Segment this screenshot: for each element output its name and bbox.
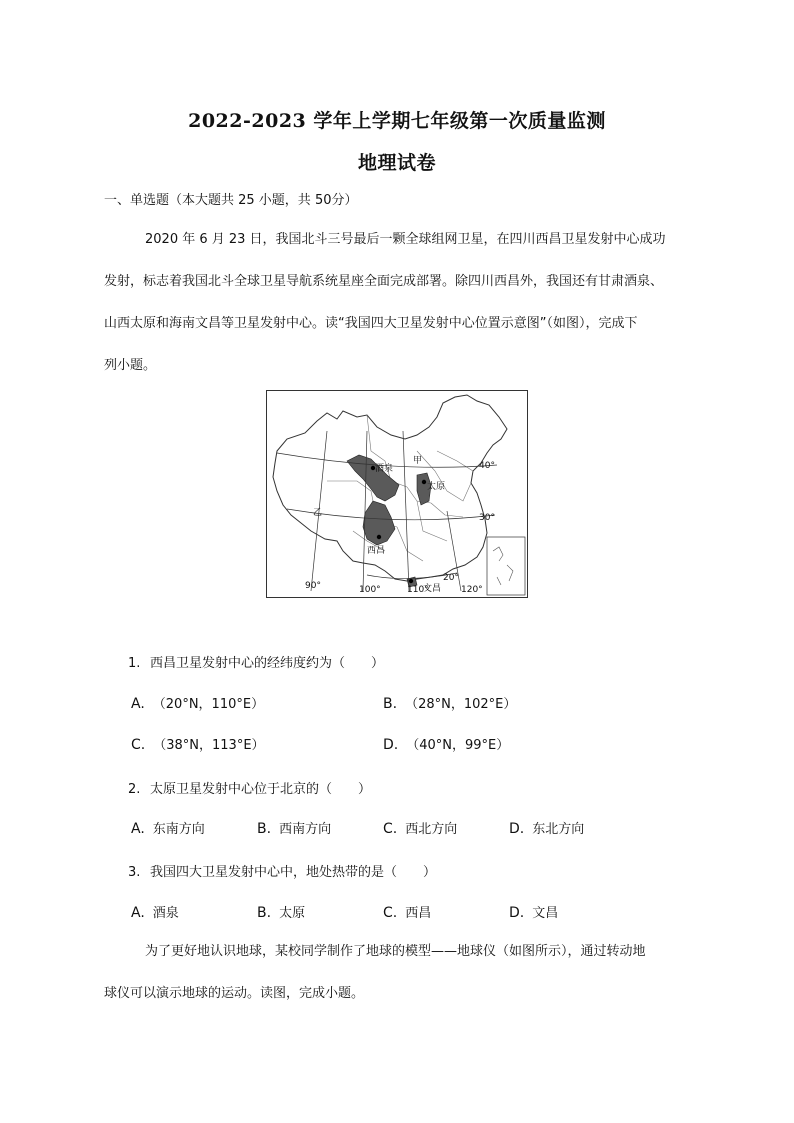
- q1-option-c[interactable]: C. （38°N，113°E）: [131, 737, 265, 753]
- section-heading: 一、单选题（本大题共 25 小题，共 50分）: [104, 193, 358, 208]
- map-label-lon100: 100°: [359, 585, 381, 595]
- map-label-lon90: 90°: [305, 581, 321, 591]
- question-3: [128, 861, 436, 880]
- page-subtitle: 地理试卷: [357, 152, 436, 174]
- question-2: [128, 778, 371, 797]
- q3-option-d[interactable]: D. 文昌: [509, 905, 559, 921]
- question-stem: 太原卫星发射中心位于北京的（ ）: [150, 782, 372, 797]
- map-label-lon110: 110°: [407, 585, 429, 595]
- map-label-wenchang: 文昌: [423, 584, 442, 594]
- map-label-jia: 甲: [413, 456, 423, 466]
- question-number: 3.: [128, 865, 141, 880]
- q3-option-a[interactable]: A. 酒泉: [131, 905, 179, 921]
- q3-option-b[interactable]: B. 太原: [257, 905, 306, 921]
- q2-option-c[interactable]: C. 西北方向: [383, 821, 458, 837]
- q2-option-d[interactable]: D. 东北方向: [509, 821, 585, 837]
- map-label-lon120: 120°: [461, 585, 483, 595]
- q1-option-b[interactable]: B. （28°N，102°E）: [383, 696, 517, 712]
- q2-option-a[interactable]: A. 东南方向: [131, 821, 205, 837]
- question-number: 2.: [128, 782, 141, 797]
- map-label-taiyuan: 太原: [427, 482, 446, 492]
- satellite-center-map: [266, 390, 528, 598]
- q2-option-b[interactable]: B. 西南方向: [257, 821, 332, 837]
- question-stem: 西昌卫星发射中心的经纬度约为（ ）: [150, 656, 385, 671]
- map-label-lat30: 30°: [479, 513, 495, 523]
- q3-option-c[interactable]: C. 西昌: [383, 905, 432, 921]
- passage2-line-2: 球仪可以演示地球的运动。读图，完成小题。: [104, 986, 365, 1001]
- q1-option-a[interactable]: A. （20°N，110°E）: [131, 696, 265, 712]
- question-number: 1.: [128, 656, 141, 671]
- passage1-line-4: 列小题。: [104, 358, 157, 373]
- passage1-line-1: 2020 年 6 月 23 日，我国北斗三号最后一颗全球组网卫星，在四川西昌卫星发射中心成功: [145, 232, 666, 247]
- map-label-lat40: 40°: [479, 461, 495, 471]
- passage1-line-3: 山西太原和海南文昌等卫星发射中心。读“我国四大卫星发射中心位置示意图”（如图），完成下: [104, 316, 638, 331]
- passage2-line-1: 为了更好地认识地球，某校同学制作了地球的模型——地球仪（如图所示），通过转动地: [145, 944, 646, 959]
- map-label-xichang: 西昌: [367, 546, 386, 556]
- passage1-line-2: 发射，标志着我国北斗全球卫星导航系统星座全面完成部署。除四川西昌外，我国还有甘肃酒泉、: [104, 274, 664, 289]
- map-label-yi: 乙: [313, 508, 323, 518]
- map-label-jiuquan: 酒泉: [375, 464, 394, 474]
- china-outline-map: [267, 391, 527, 597]
- map-label-lat20: 20°: [443, 573, 459, 583]
- question-1: [128, 652, 384, 671]
- q1-option-d[interactable]: D. （40°N，99°E）: [383, 737, 510, 753]
- page-title: 2022-2023 学年上学期七年级第一次质量监测: [188, 110, 606, 132]
- question-stem: 我国四大卫星发射中心中，地处热带的是（ ）: [150, 865, 437, 880]
